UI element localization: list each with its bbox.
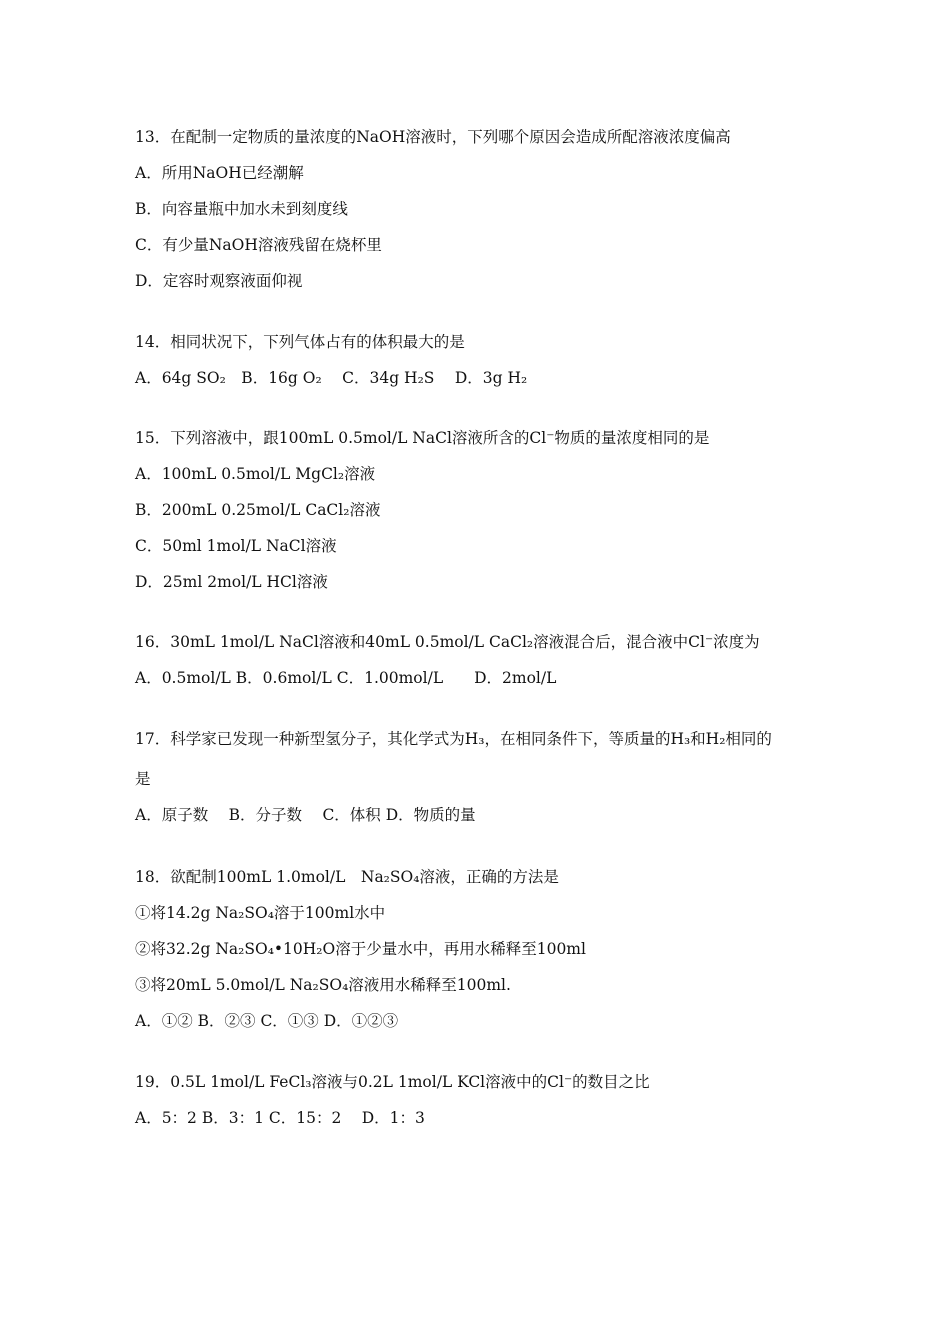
question-15-option-d: D．25ml 2mol/L HCl溶液 bbox=[135, 573, 328, 591]
question-16-options: A．0.5mol/L B．0.6mol/L C．1.00mol/L D．2mol/L bbox=[135, 669, 557, 687]
question-18 bbox=[135, 867, 835, 1031]
question-14 bbox=[135, 332, 835, 388]
question-15-option-a: A．100mL 0.5mol/L MgCl₂溶液 bbox=[135, 465, 376, 483]
question-18-item-1: ①将14.2g Na₂SO₄溶于100ml水中 bbox=[135, 904, 386, 922]
question-17-options: A．原子数 B．分子数 C．体积 D．物质的量 bbox=[135, 806, 476, 824]
question-18-item-3: ③将20mL 5.0mol/L Na₂SO₄溶液用水稀释至100ml. bbox=[135, 976, 511, 994]
question-14-options: A．64g SO₂ B．16g O₂ C．34g H₂S D．3g H₂ bbox=[135, 369, 528, 387]
question-18-item-2: ②将32.2g Na₂SO₄•10H₂O溶于少量水中，再用水稀释至100ml bbox=[135, 940, 586, 958]
question-18-stem: 18．欲配制100mL 1.0mol/L Na₂SO₄溶液，正确的方法是 bbox=[135, 868, 559, 886]
question-18-options: A．①② B．②③ C．①③ D．①②③ bbox=[135, 1012, 399, 1030]
question-19-options: A．5：2 B．3：1 C．15：2 D．1：3 bbox=[135, 1109, 425, 1127]
question-15-option-b: B．200mL 0.25mol/L CaCl₂溶液 bbox=[135, 501, 381, 519]
question-19-stem: 19．0.5L 1mol/L FeCl₃溶液与0.2L 1mol/L KCl溶液中的Cl⁻的数目之比 bbox=[135, 1073, 650, 1091]
question-17-stem-continued: 是 bbox=[135, 770, 151, 788]
question-15-option-c: C．50ml 1mol/L NaCl溶液 bbox=[135, 537, 337, 555]
question-14-stem: 14．相同状况下，下列气体占有的体积最大的是 bbox=[135, 333, 465, 351]
question-16 bbox=[135, 632, 835, 688]
question-17-stem: 17．科学家已发现一种新型氢分子，其化学式为H₃，在相同条件下，等质量的H₃和H₂相同的 bbox=[135, 730, 772, 748]
question-13-option-c: C．有少量NaOH溶液残留在烧杯里 bbox=[135, 236, 382, 254]
question-17 bbox=[135, 729, 835, 825]
question-16-stem: 16．30mL 1mol/L NaCl溶液和40mL 0.5mol/L CaCl₂溶液混合后，混合液中Cl⁻浓度为 bbox=[135, 633, 760, 651]
question-19 bbox=[135, 1072, 835, 1128]
question-15-stem: 15．下列溶液中，跟100mL 0.5mol/L NaCl溶液所含的Cl⁻物质的量浓度相同的是 bbox=[135, 429, 710, 447]
question-13 bbox=[135, 127, 835, 291]
question-13-option-d: D．定容时观察液面仰视 bbox=[135, 272, 303, 290]
question-13-option-a: A．所用NaOH已经潮解 bbox=[135, 164, 304, 182]
question-15 bbox=[135, 428, 835, 592]
question-13-stem: 13．在配制一定物质的量浓度的NaOH溶液时，下列哪个原因会造成所配溶液浓度偏高 bbox=[135, 128, 731, 146]
question-13-option-b: B．向容量瓶中加水未到刻度线 bbox=[135, 200, 348, 218]
